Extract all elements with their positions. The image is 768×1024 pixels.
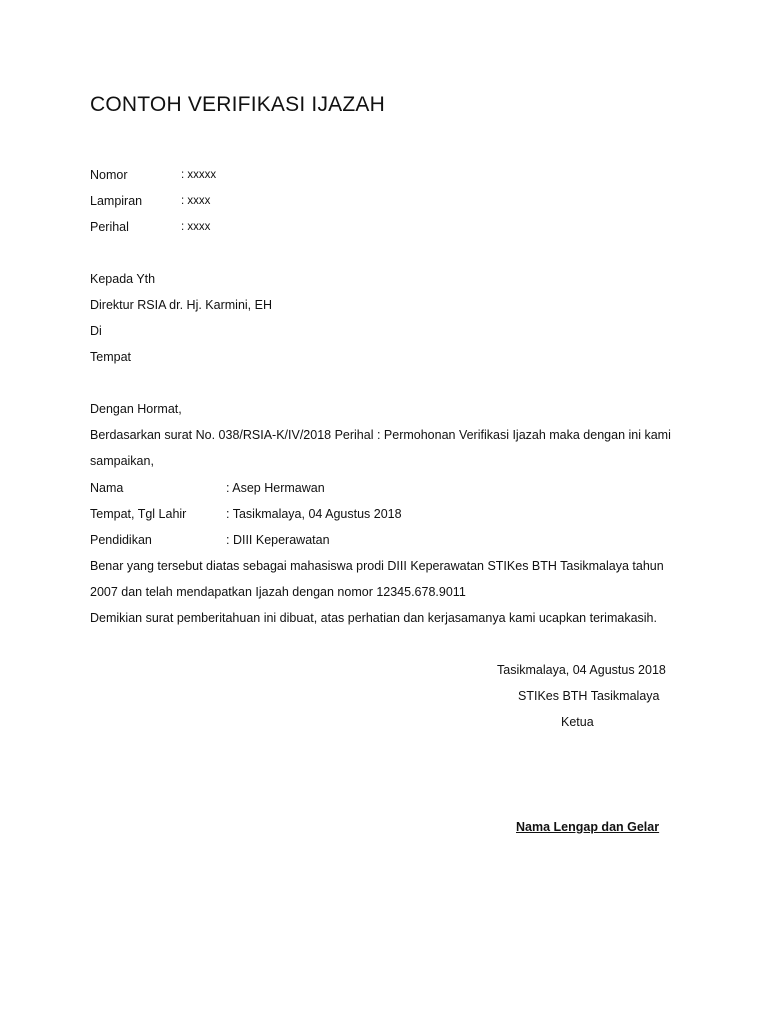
signature-institution: STIKes BTH Tasikmalaya: [518, 689, 660, 703]
signature-position: Ketua: [561, 715, 594, 729]
field-perihal-label: Perihal: [90, 220, 129, 234]
field-pendidikan: [90, 532, 330, 548]
greeting: Dengan Hormat,: [90, 402, 182, 416]
field-nomor: [90, 167, 217, 183]
field-nomor-label: Nomor: [90, 168, 128, 182]
statement-line-1: Benar yang tersebut diatas sebagai mahasiswa prodi DIII Keperawatan STIKes BTH Tasikmalaya tahun: [90, 559, 664, 573]
recipient-line-1: Kepada Yth: [90, 272, 156, 286]
field-ttl-label: Tempat, Tgl Lahir: [90, 507, 187, 521]
field-ttl-value: : Tasikmalaya, 04 Agustus 2018: [226, 507, 402, 521]
signature-name: Nama Lengap dan Gelar: [516, 820, 660, 834]
recipient-line-4: Tempat: [90, 350, 131, 364]
field-perihal: [90, 219, 211, 235]
document-title: CONTOH VERIFIKASI IJAZAH: [90, 93, 385, 116]
recipient-line-2: Direktur RSIA dr. Hj. Karmini, EH: [90, 298, 272, 312]
field-pendidikan-value: : DIII Keperawatan: [226, 533, 330, 547]
field-lampiran-value: : xxxx: [181, 195, 211, 207]
intro-line-2: sampaikan,: [90, 454, 154, 468]
field-pendidikan-label: Pendidikan: [90, 533, 152, 547]
intro-line-1: Berdasarkan surat No. 038/RSIA-K/IV/2018 Perihal : Permohonan Verifikasi Ijazah maka dengan ini kami: [90, 428, 671, 442]
field-lampiran: [90, 193, 211, 209]
field-lampiran-label: Lampiran: [90, 194, 143, 208]
field-nama-value: : Asep Hermawan: [226, 481, 325, 495]
signature-place-date: Tasikmalaya, 04 Agustus 2018: [497, 663, 666, 677]
closing-sentence: Demikian surat pemberitahuan ini dibuat, atas perhatian dan kerjasamanya kami ucapkan terimakasih.: [90, 611, 657, 625]
field-nama-label: Nama: [90, 481, 124, 495]
field-nama: [90, 480, 325, 496]
recipient-line-3: Di: [90, 324, 102, 338]
field-nomor-value: : xxxxx: [181, 169, 217, 181]
statement-line-2: 2007 dan telah mendapatkan Ijazah dengan nomor 12345.678.9011: [90, 585, 466, 599]
field-ttl: [90, 506, 402, 522]
field-perihal-value: : xxxx: [181, 221, 211, 233]
